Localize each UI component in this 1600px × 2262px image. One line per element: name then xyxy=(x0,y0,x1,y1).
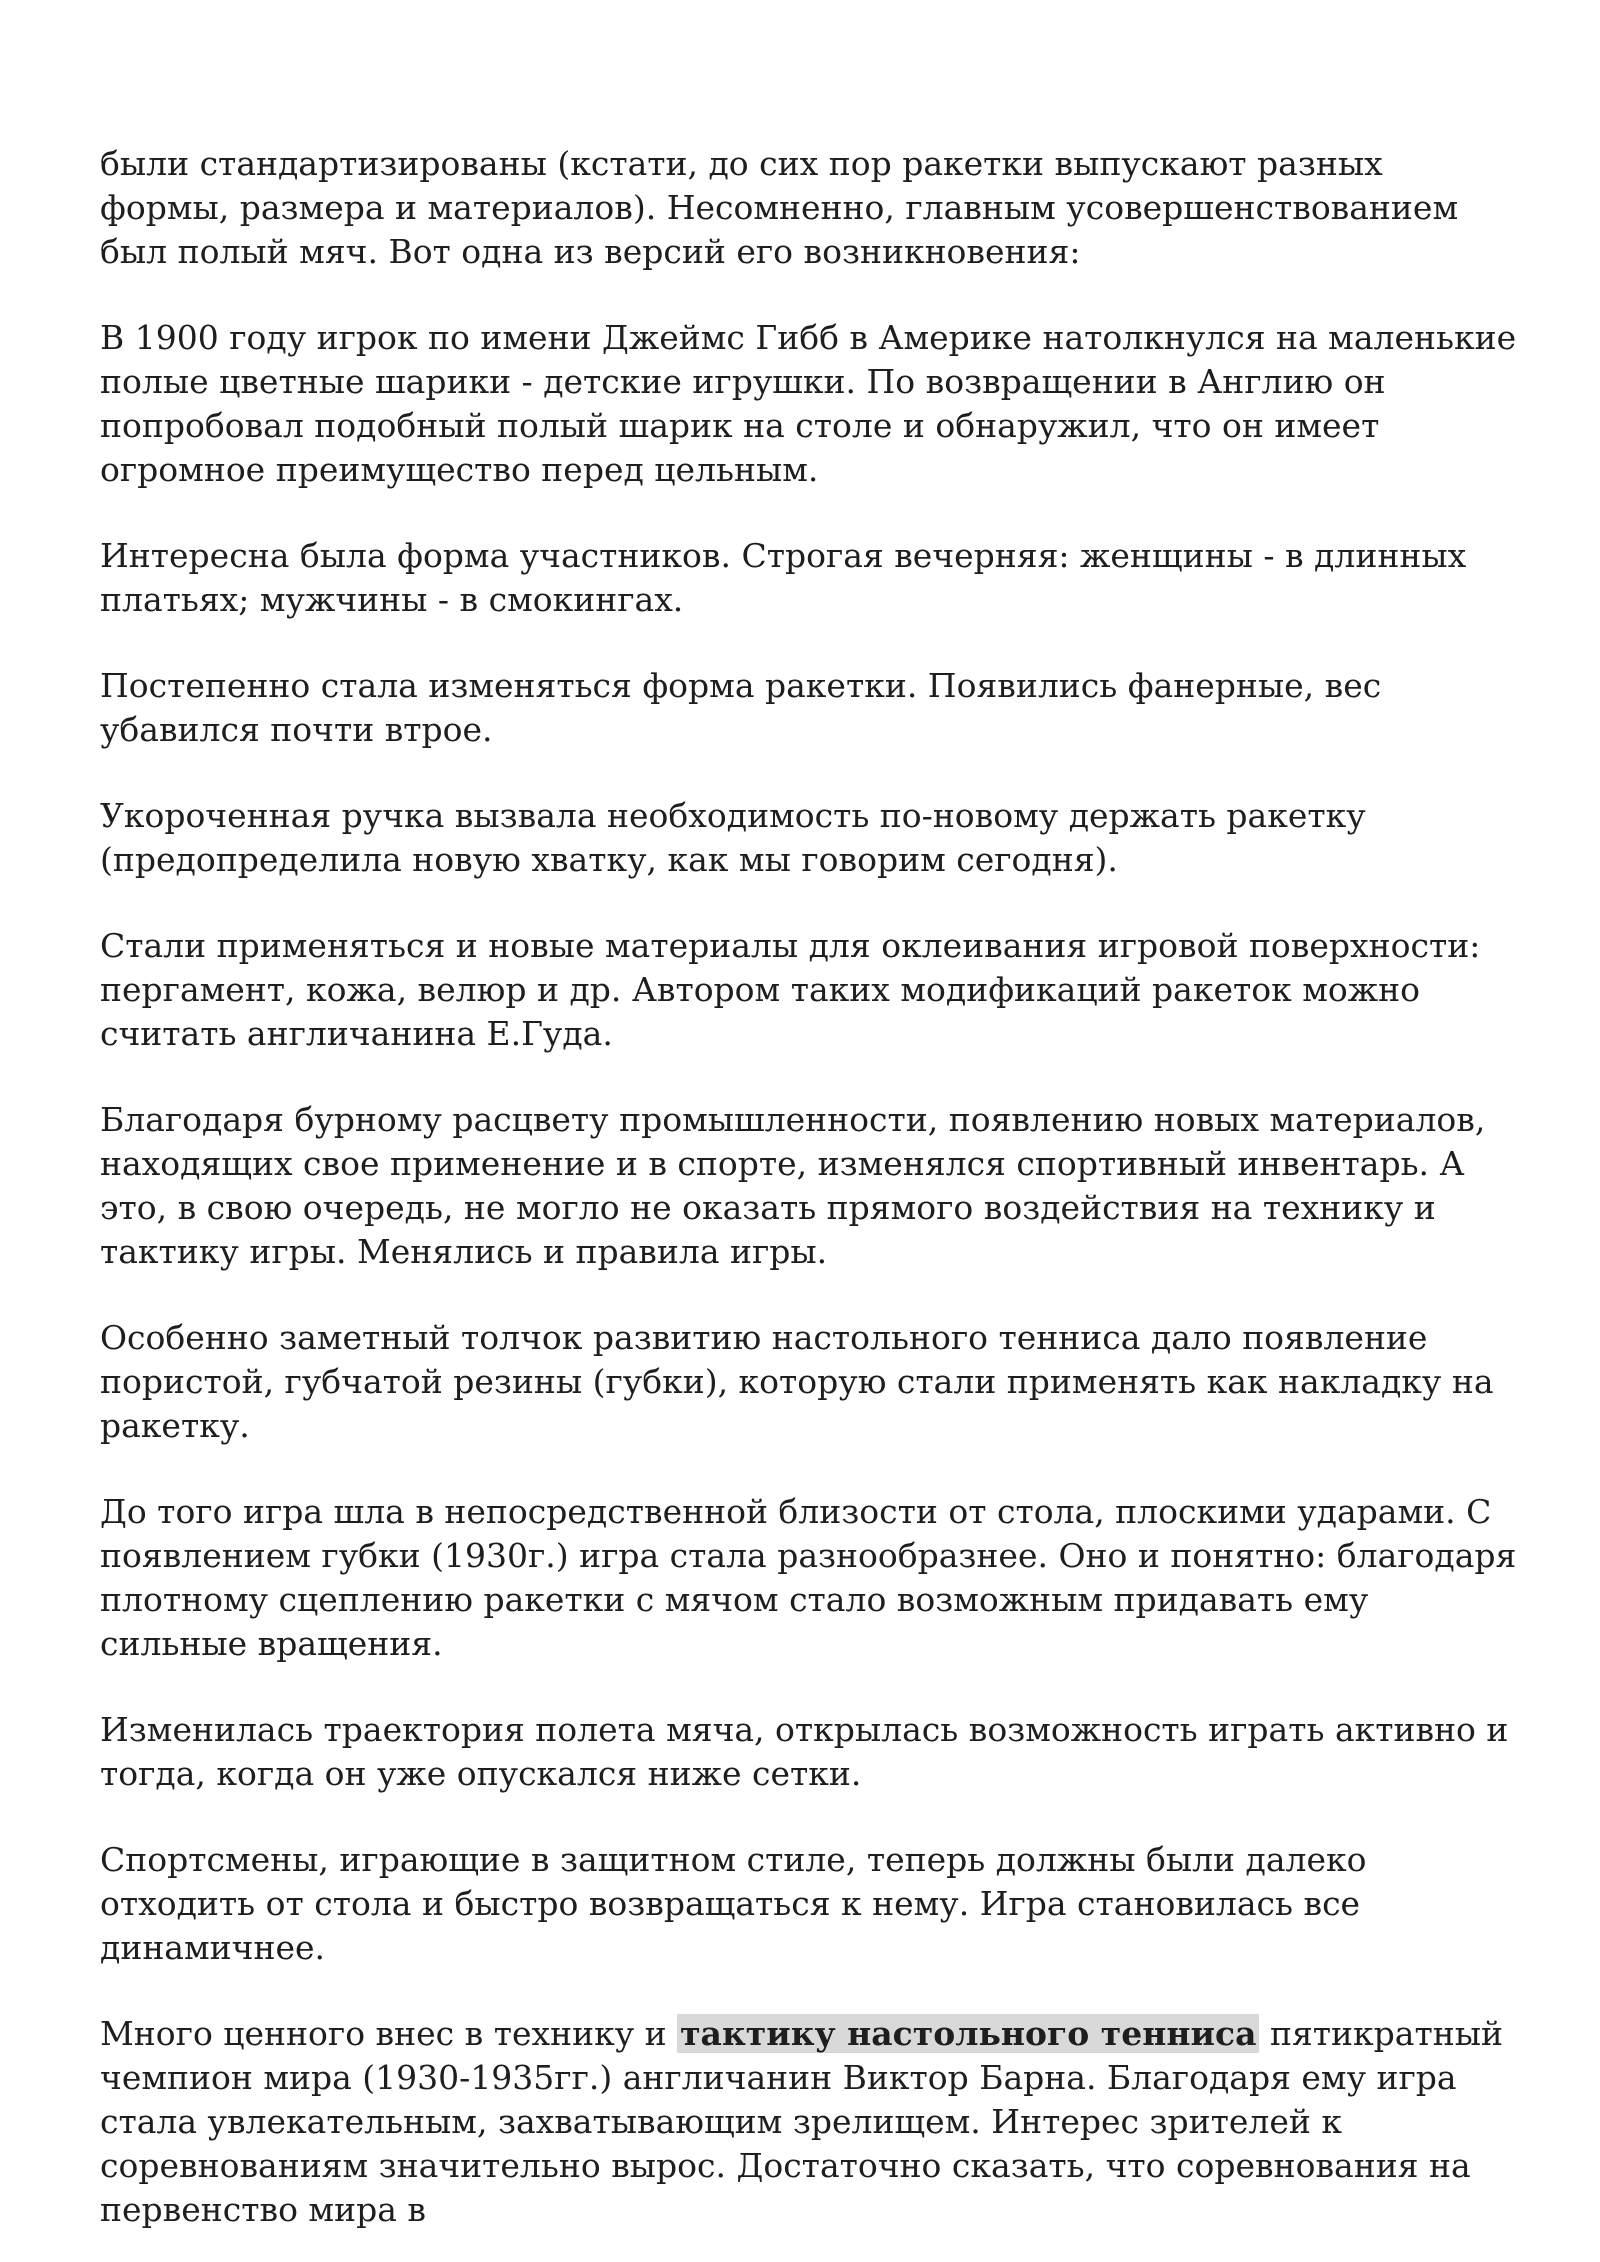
paragraph-12 xyxy=(100,2012,1520,2232)
paragraph-5: Укороченная ручка вызвала необходимость по-новому держать ракетку (предопределила новую хватку, как мы говорим сегодня). xyxy=(100,796,1366,879)
document-page xyxy=(100,142,1520,2232)
paragraph-8: Особенно заметный толчок развитию настольного тенниса дало появление пористой, губчатой резины (губки), которую стали применять как накладку на ракетку. xyxy=(100,1318,1494,1445)
paragraph-12-after: пятикратный чемпион мира (1930-1935гг.) англичанин Виктор Барна. Благодаря ему игра стала увлекательным, захватывающим зрелищем. Интерес зрителей к соревнованиям значительно вырос. Достаточно сказать, что соревнования на первенство мира в xyxy=(100,2014,1503,2229)
paragraph-12-before: Много ценного внес в технику и xyxy=(100,2014,678,2053)
paragraph-4: Постепенно стала изменяться форма ракетки. Появились фанерные, вес убавился почти втрое. xyxy=(100,666,1382,749)
paragraph-7: Благодаря бурному расцвету промышленности, появлению новых материалов, находящих свое применение и в спорте, изменялся спортивный инвентарь. А это, в свою очередь, не могло не оказать прямого воздействия на технику и тактику игры. Менялись и правила игры. xyxy=(100,1100,1486,1271)
paragraph-9: До того игра шла в непосредственной близости от стола, плоскими ударами. С появлением губки (1930г.) игра стала разнообразнее. Оно и понятно: благодаря плотному сцеплению ракетки с мячом стало возможным придавать ему сильные вращения. xyxy=(100,1492,1517,1663)
paragraph-1: были стандартизированы (кстати, до сих пор ракетки выпускают разных формы, размера и материалов). Несомненно, главным усовершенствованием был полый мяч. Вот одна из версий его возникновения: xyxy=(100,144,1459,271)
paragraph-10: Изменилась траектория полета мяча, открылась возможность играть активно и тогда, когда он уже опускался ниже сетки. xyxy=(100,1710,1509,1793)
highlighted-link-text[interactable]: тактику настольного тенниса xyxy=(677,2014,1259,2053)
paragraph-11: Спортсмены, играющие в защитном стиле, теперь должны были далеко отходить от стола и быстро возвращаться к нему. Игра становилась все динамичнее. xyxy=(100,1840,1367,1967)
paragraph-3: Интересна была форма участников. Строгая вечерняя: женщины - в длинных платьях; мужчины - в смокингах. xyxy=(100,536,1467,619)
paragraph-6: Стали применяться и новые материалы для оклеивания игровой поверхности: пергамент, кожа, велюр и др. Автором таких модификаций ракеток можно считать англичанина Е.Гуда. xyxy=(100,926,1481,1053)
paragraph-2: В 1900 году игрок по имени Джеймс Гибб в Америке натолкнулся на маленькие полые цветные шарики - детские игрушки. По возвращении в Англию он попробовал подобный полый шарик на столе и обнаружил, что он имеет огромное преимущество перед цельным. xyxy=(100,318,1517,489)
